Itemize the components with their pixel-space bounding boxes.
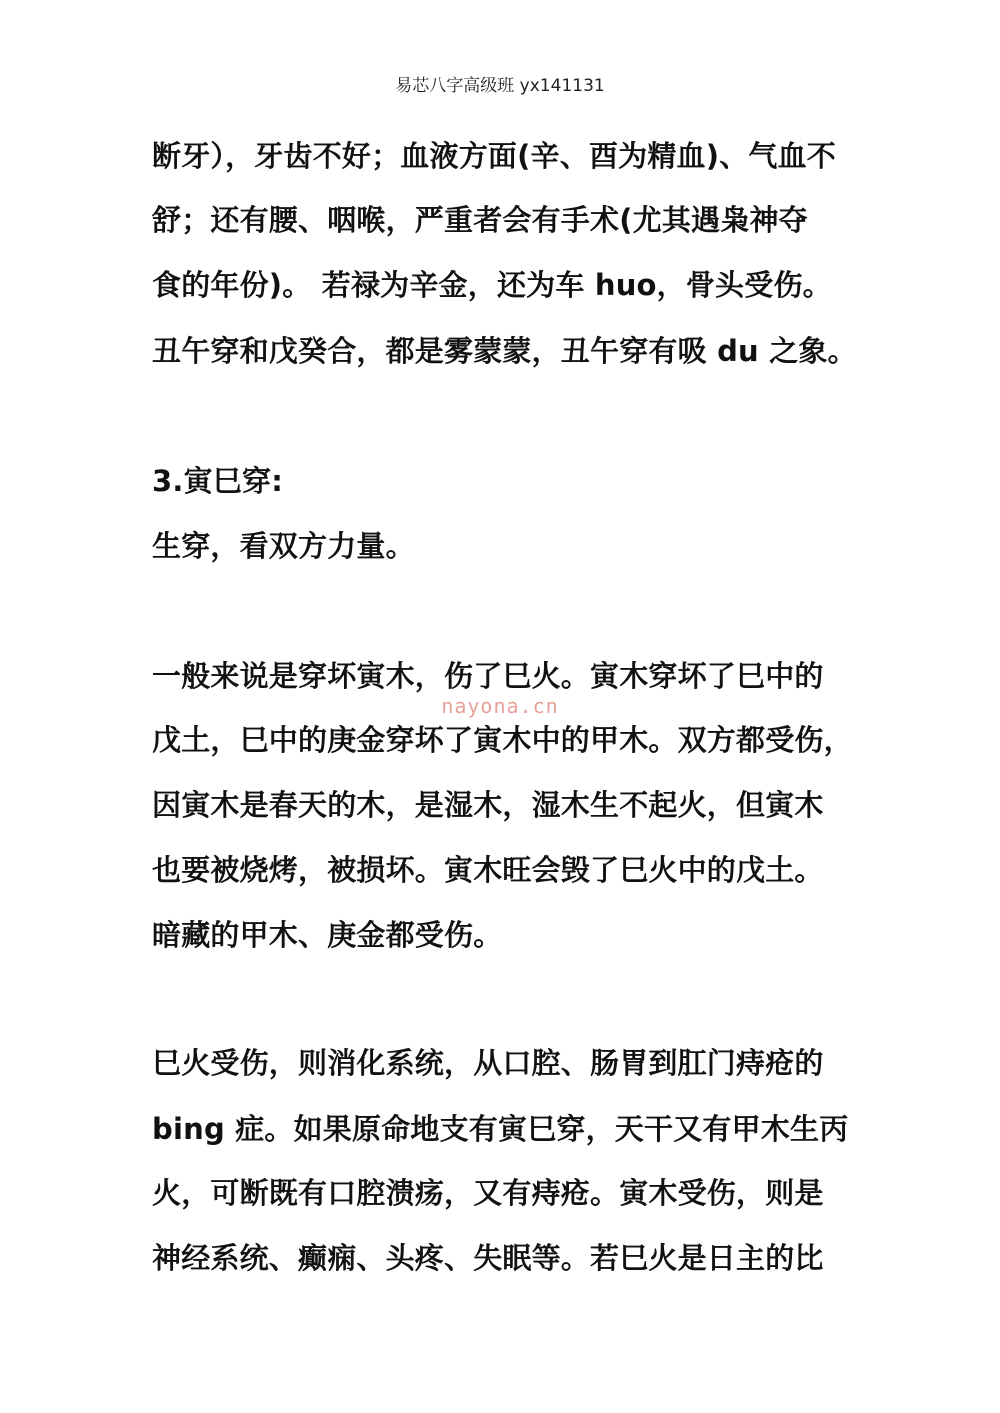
- body-line-3: 食的年份)。 若禄为辛金，还为车 huo，骨头受伤。: [152, 268, 832, 302]
- section-heading: 3.寅巳穿:: [152, 464, 283, 498]
- body-line-15: 神经系统、癫痫、头疼、失眠等。若巳火是日主的比: [152, 1241, 824, 1275]
- body-line-2: 舒；还有腰、咽喉，严重者会有手术(尤其遇枭神夺: [152, 203, 808, 237]
- body-line-10: 也要被烧烤，被损坏。寅木旺会毁了巳火中的戊土。: [152, 853, 824, 887]
- body-line-12: 巳火受伤，则消化系统，从口腔、肠胃到肛门痔疮的: [152, 1046, 824, 1080]
- watermark: nayona.cn: [441, 694, 559, 718]
- body-line-9: 因寅木是春天的木，是湿木，湿木生不起火，但寅木: [152, 788, 824, 822]
- page-header: 易芯八字高级班 yx141131: [395, 76, 605, 96]
- body-line-7: 一般来说是穿坏寅木，伤了巳火。寅木穿坏了巳中的: [152, 659, 824, 693]
- body-line-11: 暗藏的甲木、庚金都受伤。: [152, 918, 503, 952]
- body-line-13: bing 症。如果原命地支有寅巳穿，天干又有甲木生丙: [152, 1112, 849, 1146]
- body-line-6: 生穿，看双方力量。: [152, 529, 415, 563]
- body-line-14: 火，可断既有口腔溃疡，又有痔疮。寅木受伤，则是: [152, 1176, 824, 1210]
- body-line-8: 戊土，巳中的庚金穿坏了寅木中的甲木。双方都受伤，: [152, 723, 853, 757]
- body-line-4: 丑午穿和戊癸合，都是雾蒙蒙，丑午穿有吸 du 之象。: [152, 334, 857, 368]
- body-line-1: 断牙），牙齿不好；血液方面(辛、酉为精血)、气血不: [152, 139, 837, 173]
